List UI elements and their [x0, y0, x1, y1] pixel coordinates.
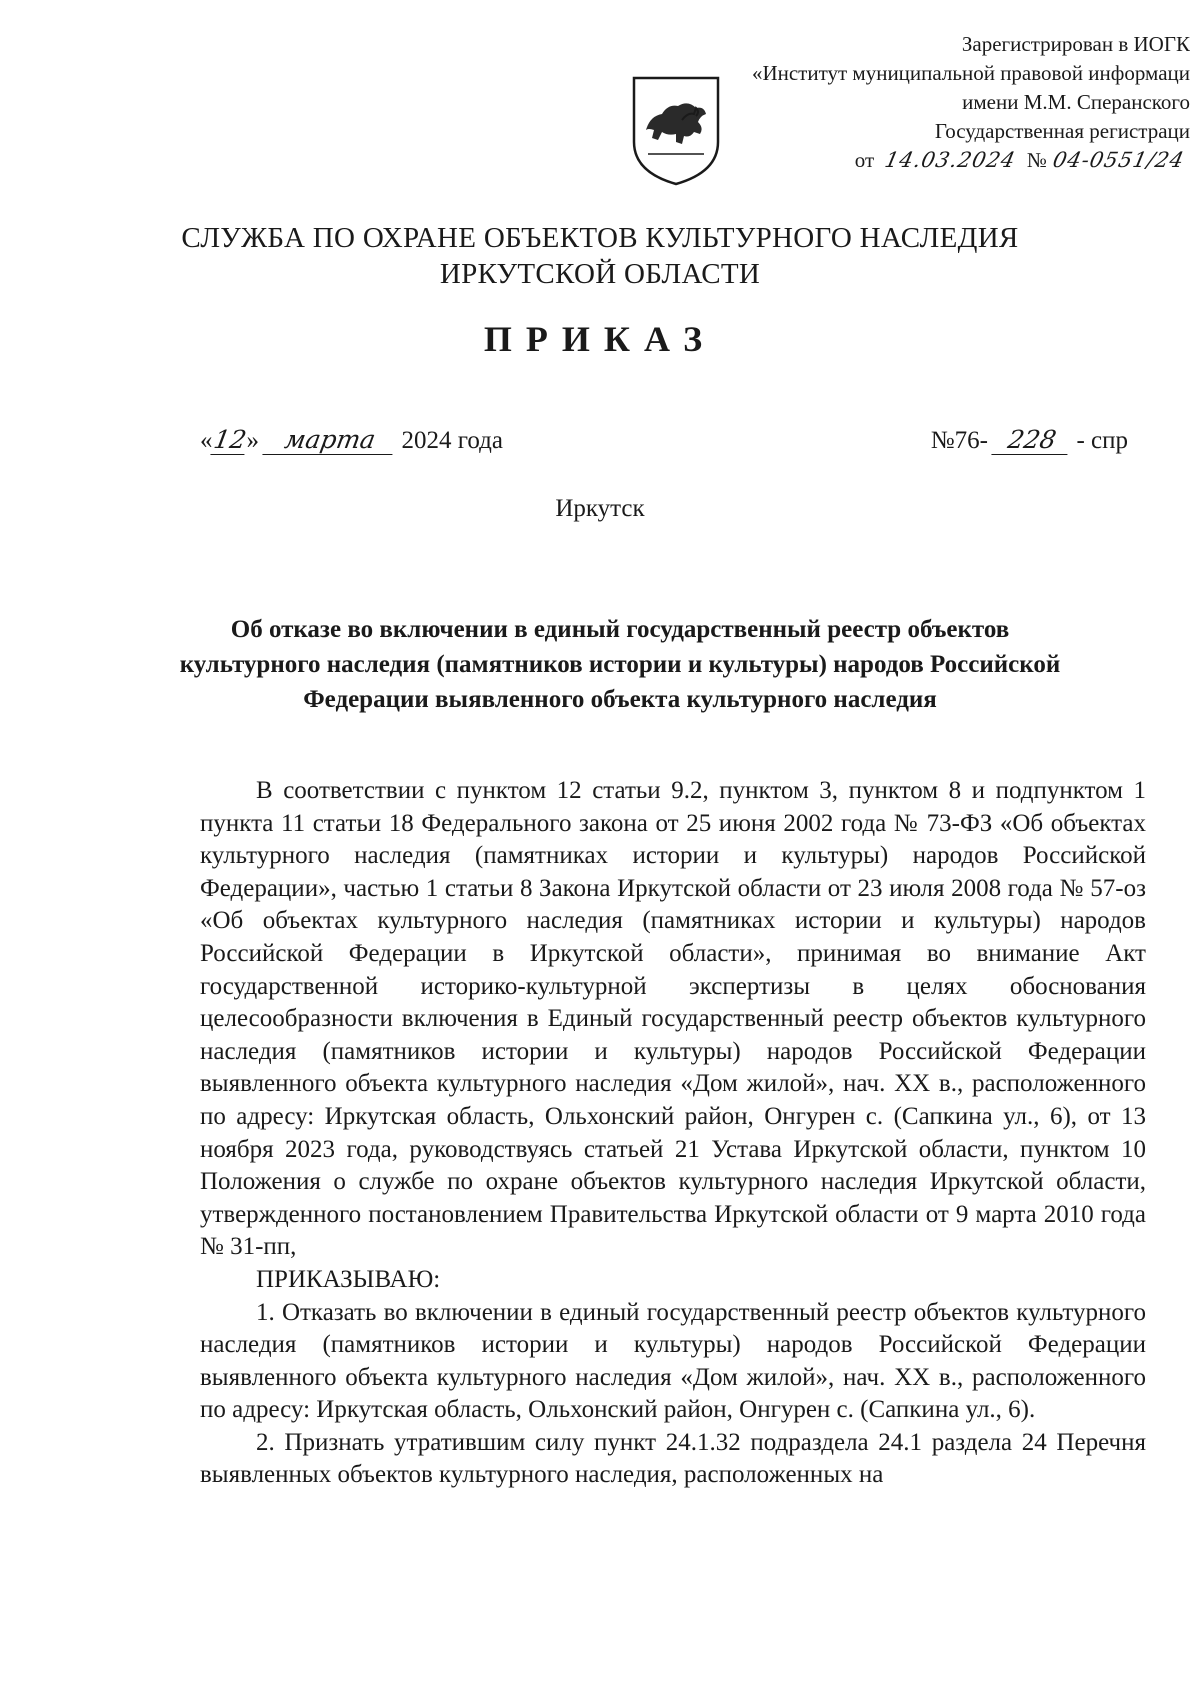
order-number-prefix: №76-	[930, 427, 988, 454]
irkutsk-coat-of-arms-icon	[628, 72, 724, 188]
agency-name	[0, 220, 1200, 292]
order-word: ПРИКАЗЫВАЮ:	[256, 1265, 441, 1293]
order-item-2: 2. Признать утратившим силу пункт 24.1.32 подраздела 24.1 раздела 24 Перечня выявленных объектов культурного наследия, расположенных на	[200, 1428, 1146, 1489]
registration-line-2: «Институт муниципальной правовой информаци	[751, 61, 1190, 85]
order-item-1: 1. Отказать во включении в единый государственный реестр объектов культурного наследия (памятников истории и культуры) народов Российской Федерации выявленного объекта культурного наследия «Дом жилой», нач. XX в., расположенного по адресу: Иркутская область, Ольхонский район, Онгурен с. (Сапкина ул., 6).	[200, 1298, 1146, 1424]
city: Иркутск	[555, 495, 645, 522]
registration-date: 14.03.2024	[876, 146, 1025, 175]
registration-line-3: имени М.М. Сперанского	[962, 90, 1190, 114]
order-date	[200, 425, 503, 455]
order-subject: Об отказе во включении в единый государственный реестр объектов культурного наследия (памятников истории и культуры) народов Российской Федерации выявленного объекта культурного наследия	[179, 616, 1061, 713]
date-day: 12	[211, 425, 249, 454]
agency-name-line-2: ИРКУТСКОЙ ОБЛАСТИ	[439, 258, 761, 290]
registration-from-label: от	[854, 148, 875, 172]
registration-line-1: Зарегистрирован в ИОГК	[961, 32, 1190, 56]
date-year: 2024 года	[401, 427, 503, 454]
registration-line-4: Государственная регистраци	[934, 119, 1190, 143]
order-title: ПРИКАЗ	[483, 319, 717, 359]
date-month: марта	[263, 425, 398, 455]
preamble-paragraph: В соответствии с пунктом 12 статьи 9.2, пунктом 3, пунктом 8 и подпунктом 1 пункта 11 статьи 18 Федерального закона от 25 июня 2002 года № 73-ФЗ «Об объектах культурного наследия (памятниках истории и культуры) народов Российской Федерации», частью 1 статьи 8 Закона Иркутской области от 23 июля 2008 года № 57-оз «Об объектах культурного наследия (памятниках истории и культуры) народов Российской Федерации в Иркутской области», принимая во внимание Акт государственной историко-культурной экспертизы в целях обоснования целесообразности включения в Единый государственный реестр объектов культурного наследия (памятников истории и культуры) народов Российской Федерации выявленного объекта культурного наследия «Дом жилой», нач. XX в., расположенного по адресу: Иркутская область, Ольхонский район, Онгурен с. (Сапкина ул., 6), от 13 ноября 2023 года, руководствуясь статьей 21 Устава Иркутской области, пунктом 10 Положения о службе по охране объектов культурного наследия Иркутской области, утвержденного постановлением Правительства Иркутской области от 9 марта 2010 года № 31-пп,	[200, 777, 1146, 1261]
registration-number: 04-0551/24	[1044, 146, 1190, 175]
order-body	[200, 775, 1146, 1492]
date-close-quote: »	[246, 427, 259, 454]
registration-number-label: №	[1026, 148, 1047, 172]
date-open-quote: «	[200, 427, 213, 454]
agency-name-line-1: СЛУЖБА ПО ОХРАНЕ ОБЪЕКТОВ КУЛЬТУРНОГО НАСЛЕДИЯ	[181, 222, 1019, 254]
order-number	[931, 425, 1128, 455]
order-number-value: 228	[992, 425, 1073, 455]
registration-date-number	[720, 146, 1190, 175]
order-number-suffix: - спр	[1076, 427, 1128, 454]
registration-stamp	[720, 30, 1190, 175]
